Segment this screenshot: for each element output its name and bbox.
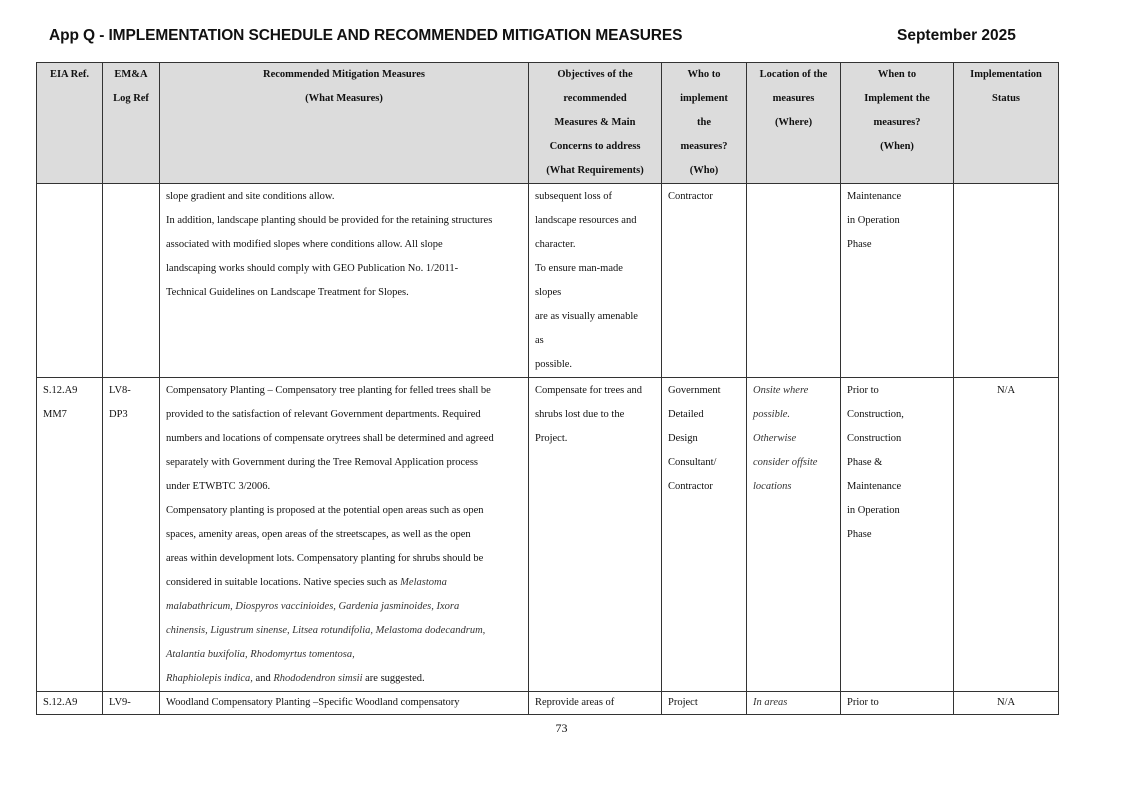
species-name: Melastoma [400,577,447,588]
cell-when: Maintenance in Operation Phase [841,184,954,378]
cell-status [954,692,1059,715]
table-header-row [37,63,1059,184]
species-name: Rhododendron simsii [273,673,363,684]
document-title: App Q - IMPLEMENTATION SCHEDULE AND RECOMMENDED MITIGATION MEASURES [49,27,683,44]
species-name: Rhaphiolepis indica, [166,673,253,684]
cell-eia-ref [37,184,103,378]
cell-objectives: Compensate for trees and shrubs lost due to the Project. [529,378,662,692]
species-list: malabathricum, Diospyros vaccinioides, Gardenia jasminoides, Ixora [166,601,460,612]
cell-where: In areas [747,692,841,715]
page-number: 73 [555,721,568,735]
column-header-log-ref: EM&A Log Ref [103,63,160,184]
cell-when: Prior to Construction, Construction Phase & Maintenance in Operation Phase [841,378,954,692]
cell-where [747,184,841,378]
cell-who: Government Detailed Design Consultant/ Contractor [662,378,747,692]
implementation-schedule-table [36,62,1059,715]
column-header-status: Implementation Status [954,63,1059,184]
cell-objectives: Reprovide areas of [529,692,662,715]
species-list: Atalantia buxifolia, Rhodomyrtus tomentosa, [166,649,355,660]
cell-eia-ref: S.12.A9 MM7 [37,378,103,692]
cell-measures: slope gradient and site conditions allow. In addition, landscape planting should be provided for the retaining structures associated with modified slopes where conditions allow. All slope landscaping works should comply with GEO Publication No. 1/2011- Technical Guidelines on Landscape Treatment for Slopes. [160,184,529,378]
column-header-when: When to Implement the measures? (When) [841,63,954,184]
column-header-who: Who to implement the measures? (Who) [662,63,747,184]
cell-log-ref: LV9- [103,692,160,715]
table-row [37,378,1059,692]
cell-eia-ref: S.12.A9 [37,692,103,715]
cell-who: Contractor [662,184,747,378]
table-row [37,184,1059,378]
cell-measures: Woodland Compensatory Planting –Specific Woodland compensatory [160,692,529,715]
table-row [37,692,1059,715]
column-header-measures: Recommended Mitigation Measures (What Measures) [160,63,529,184]
cell-log-ref [103,184,160,378]
cell-measures: Compensatory Planting – Compensatory tree planting for felled trees shall be provided to the satisfaction of relevant Government departments. Required numbers and locations of compensate orytrees shall be determined and agreed separately with Government during the Tree Removal Application process under ETWBTC 3/2006. Compensatory planting is proposed at the potential open areas such as open spaces, amenity areas, open areas of the streetscapes, as well as the open areas within development lots. Compensatory planting for shrubs should be considered in suitable locations. Native species such as Melastoma malabathricum, Diospyros vaccinioides, Gardenia jasminoides, Ixora chinensis, Ligustrum sinense, Litsea rotundifolia, Melastoma dodecandrum, Atalantia buxifolia, Rhodomyrtus tomentosa, Rhaphiolepis indica, and Rhododendron simsii are suggested. [160,378,529,692]
cell-objectives: subsequent loss of landscape resources and character. To ensure man-made slopes are as visually amenable as possible. [529,184,662,378]
status-value: N/A [996,385,1016,396]
cell-log-ref: LV8- DP3 [103,378,160,692]
column-header-objectives: Objectives of the recommended Measures & Main Concerns to address (What Requirements) [529,63,662,184]
status-value: N/A [996,697,1016,708]
cell-when: Prior to [841,692,954,715]
cell-status [954,378,1059,692]
column-header-eia-ref: EIA Ref. [37,63,103,184]
column-header-where: Location of the measures (Where) [747,63,841,184]
species-list: chinensis, Ligustrum sinense, Litsea rotundifolia, Melastoma dodecandrum, [166,625,486,636]
document-date: September 2025 [897,27,1016,44]
cell-status [954,184,1059,378]
cell-where: Onsite where possible. Otherwise consider offsite locations [747,378,841,692]
cell-who: Project [662,692,747,715]
